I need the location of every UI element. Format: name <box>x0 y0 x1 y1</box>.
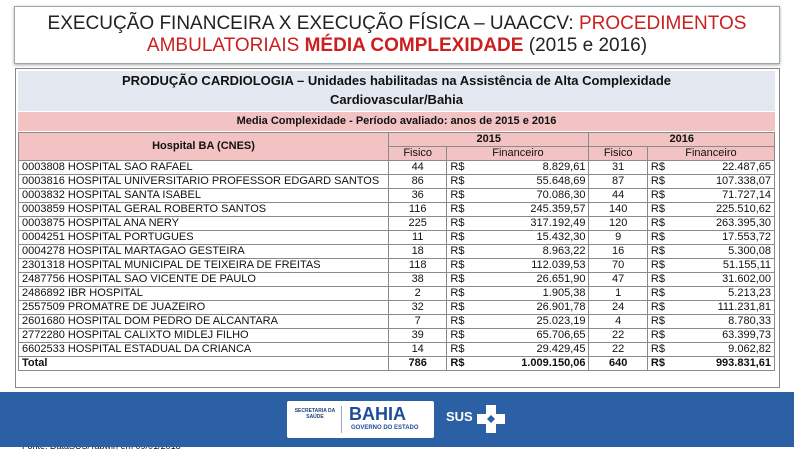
currency-2016: R$ <box>647 189 674 203</box>
table-body <box>19 161 775 371</box>
total-label: Total <box>19 357 389 371</box>
table-row <box>19 203 775 217</box>
total-financeiro-2016: 993.831,61 <box>674 357 775 371</box>
table-panel <box>15 68 780 388</box>
table-row <box>19 245 775 259</box>
fisico-2015: 225 <box>389 217 447 231</box>
financeiro-2016: 31.602,00 <box>674 273 775 287</box>
financeiro-2016: 5.213,23 <box>674 287 775 301</box>
logo-separator <box>341 406 342 433</box>
table-row <box>19 329 775 343</box>
currency-2015: R$ <box>447 161 474 175</box>
currency-2016: R$ <box>647 301 674 315</box>
financeiro-2015: 15.432,30 <box>473 231 589 245</box>
table-row <box>19 315 775 329</box>
hospital-name: 2301318 HOSPITAL MUNICIPAL DE TEIXEIRA DE FREITAS <box>19 259 389 273</box>
hospital-name: 2557509 PROMATRE DE JUAZEIRO <box>19 301 389 315</box>
total-financeiro-2015: 1.009.150,06 <box>473 357 589 371</box>
fisico-2015: 14 <box>389 343 447 357</box>
financeiro-2015: 65.706,65 <box>473 329 589 343</box>
header-financeiro-2016: Financeiro <box>647 147 774 161</box>
sus-cross-icon <box>474 402 508 436</box>
fisico-2016: 24 <box>589 301 647 315</box>
panel-title <box>18 71 775 111</box>
table-row <box>19 259 775 273</box>
hospital-name: 6602533 HOSPITAL ESTADUAL DA CRIANCA <box>19 343 389 357</box>
fisico-2015: 118 <box>389 259 447 273</box>
currency-2015: R$ <box>447 189 474 203</box>
financeiro-2016: 107.338,07 <box>674 175 775 189</box>
bahia-logo: BAHIA <box>349 404 406 424</box>
hospital-name: 0004278 HOSPITAL MARTAGAO GESTEIRA <box>19 245 389 259</box>
fisico-2016: 140 <box>589 203 647 217</box>
financeiro-2016: 9.062,82 <box>674 343 775 357</box>
fisico-2015: 86 <box>389 175 447 189</box>
slide-title <box>14 6 780 64</box>
total-fisico-2016: 640 <box>589 357 647 371</box>
currency-2016: R$ <box>647 203 674 217</box>
table-row <box>19 343 775 357</box>
financeiro-2015: 70.086,30 <box>473 189 589 203</box>
header-year-2016: 2016 <box>589 133 775 147</box>
hospital-name: 2487756 HOSPITAL SAO VICENTE DE PAULO <box>19 273 389 287</box>
financeiro-2016: 17.553,72 <box>674 231 775 245</box>
fisico-2016: 31 <box>589 161 647 175</box>
currency-2015: R$ <box>447 175 474 189</box>
fisico-2015: 2 <box>389 287 447 301</box>
currency-2015: R$ <box>447 245 474 259</box>
header-year-2015: 2015 <box>389 133 589 147</box>
financeiro-2016: 111.231,81 <box>674 301 775 315</box>
title-text-bold: MÉDIA COMPLEXIDADE <box>304 35 524 56</box>
total-row <box>19 357 775 371</box>
currency-2016: R$ <box>647 231 674 245</box>
currency-2015: R$ <box>447 329 474 343</box>
title-text: EXECUÇÃO FINANCEIRA X EXECUÇÃO FÍSICA – UAACCV: <box>47 13 579 34</box>
financeiro-2015: 8.963,22 <box>473 245 589 259</box>
financeiro-2016: 63.399,73 <box>674 329 775 343</box>
total-fisico-2015: 786 <box>389 357 447 371</box>
currency-2016: R$ <box>647 217 674 231</box>
currency-2016: R$ <box>647 175 674 189</box>
table-row <box>19 287 775 301</box>
currency-2016: R$ <box>647 245 674 259</box>
header-hospital: Hospital BA (CNES) <box>19 133 389 161</box>
financeiro-2015: 55.648,69 <box>473 175 589 189</box>
saude-text: SAÚDE <box>306 414 324 420</box>
fisico-2016: 120 <box>589 217 647 231</box>
fisico-2016: 22 <box>589 329 647 343</box>
fisico-2015: 32 <box>389 301 447 315</box>
table-header-row <box>19 133 775 147</box>
currency-2015: R$ <box>447 343 474 357</box>
hospital-name: 0003832 HOSPITAL SANTA ISABEL <box>19 189 389 203</box>
table-row <box>19 175 775 189</box>
financeiro-2016: 22.487,65 <box>674 161 775 175</box>
fisico-2016: 9 <box>589 231 647 245</box>
title-line-1 <box>15 13 779 35</box>
financeiro-2015: 245.359,57 <box>473 203 589 217</box>
fisico-2015: 116 <box>389 203 447 217</box>
fisico-2016: 47 <box>589 273 647 287</box>
hospital-name: 0003875 HOSPITAL ANA NERY <box>19 217 389 231</box>
fisico-2016: 4 <box>589 315 647 329</box>
table-row <box>19 217 775 231</box>
currency-2016: R$ <box>647 259 674 273</box>
currency-2016: R$ <box>647 287 674 301</box>
financeiro-2016: 5.300,08 <box>674 245 775 259</box>
panel-subtitle: Media Complexidade - Período avaliado: anos de 2015 e 2016 <box>18 112 775 131</box>
hospital-name: 0003816 HOSPITAL UNIVERSITARIO PROFESSOR EDGARD SANTOS <box>19 175 389 189</box>
currency-2016: R$ <box>647 357 674 371</box>
currency-2015: R$ <box>447 315 474 329</box>
currency-2015: R$ <box>447 231 474 245</box>
financeiro-2015: 26.651,90 <box>473 273 589 287</box>
fisico-2016: 22 <box>589 343 647 357</box>
currency-2016: R$ <box>647 315 674 329</box>
production-table <box>18 132 775 371</box>
table-row <box>19 161 775 175</box>
fisico-2015: 11 <box>389 231 447 245</box>
financeiro-2015: 29.429,45 <box>473 343 589 357</box>
currency-2016: R$ <box>647 329 674 343</box>
table-row <box>19 301 775 315</box>
table-row <box>19 273 775 287</box>
title-text-red: PROCEDIMENTOS <box>578 13 747 34</box>
financeiro-2016: 71.727,14 <box>674 189 775 203</box>
table-row <box>19 231 775 245</box>
panel-title-line-1: PRODUÇÃO CARDIOLOGIA – Unidades habilitadas na Assistência de Alta Complexidade <box>121 73 671 88</box>
fisico-2015: 38 <box>389 273 447 287</box>
header-fisico-2016: Fisico <box>589 147 647 161</box>
currency-2015: R$ <box>447 357 474 371</box>
fisico-2015: 39 <box>389 329 447 343</box>
table-row <box>19 189 775 203</box>
currency-2015: R$ <box>447 287 474 301</box>
governo-text: GOVERNO DO ESTADO <box>351 425 419 431</box>
header-financeiro-2015: Financeiro <box>447 147 589 161</box>
financeiro-2015: 317.192,49 <box>473 217 589 231</box>
financeiro-2016: 51.155,11 <box>674 259 775 273</box>
financeiro-2016: 8.780,33 <box>674 315 775 329</box>
financeiro-2015: 8.829,61 <box>473 161 589 175</box>
currency-2015: R$ <box>447 259 474 273</box>
header-fisico-2015: Fisico <box>389 147 447 161</box>
panel-title-line-2: Cardiovascular/Bahia <box>330 92 463 107</box>
currency-2015: R$ <box>447 217 474 231</box>
currency-2016: R$ <box>647 343 674 357</box>
title-line-2 <box>15 35 779 57</box>
currency-2015: R$ <box>447 273 474 287</box>
financeiro-2016: 263.395,30 <box>674 217 775 231</box>
hospital-name: 2772280 HOSPITAL CALIXTO MIDLEJ FILHO <box>19 329 389 343</box>
hospital-name: 0003859 HOSPITAL GERAL ROBERTO SANTOS <box>19 203 389 217</box>
sus-logo: SUS <box>446 409 473 424</box>
title-text-red: AMBULATORIAIS <box>146 35 305 56</box>
financeiro-2015: 112.039,53 <box>473 259 589 273</box>
secretaria-logo <box>292 408 338 420</box>
hospital-name: 2601680 HOSPITAL DOM PEDRO DE ALCANTARA <box>19 315 389 329</box>
fisico-2015: 44 <box>389 161 447 175</box>
financeiro-2015: 26.901,78 <box>473 301 589 315</box>
currency-2016: R$ <box>647 273 674 287</box>
hospital-name: 0004251 HOSPITAL PORTUGUES <box>19 231 389 245</box>
title-text-years: (2015 e 2016) <box>523 35 648 56</box>
currency-2016: R$ <box>647 161 674 175</box>
fisico-2016: 44 <box>589 189 647 203</box>
fisico-2015: 7 <box>389 315 447 329</box>
fisico-2016: 1 <box>589 287 647 301</box>
fisico-2015: 36 <box>389 189 447 203</box>
fisico-2016: 87 <box>589 175 647 189</box>
currency-2015: R$ <box>447 301 474 315</box>
hospital-name: 2486892 IBR HOSPITAL <box>19 287 389 301</box>
fisico-2016: 16 <box>589 245 647 259</box>
currency-2015: R$ <box>447 203 474 217</box>
fisico-2016: 70 <box>589 259 647 273</box>
financeiro-2015: 25.023,19 <box>473 315 589 329</box>
financeiro-2016: 225.510,62 <box>674 203 775 217</box>
hospital-name: 0003808 HOSPITAL SAO RAFAEL <box>19 161 389 175</box>
secretaria-text: SECRETARIA DA <box>294 408 336 414</box>
financeiro-2015: 1.905,38 <box>473 287 589 301</box>
fisico-2015: 18 <box>389 245 447 259</box>
